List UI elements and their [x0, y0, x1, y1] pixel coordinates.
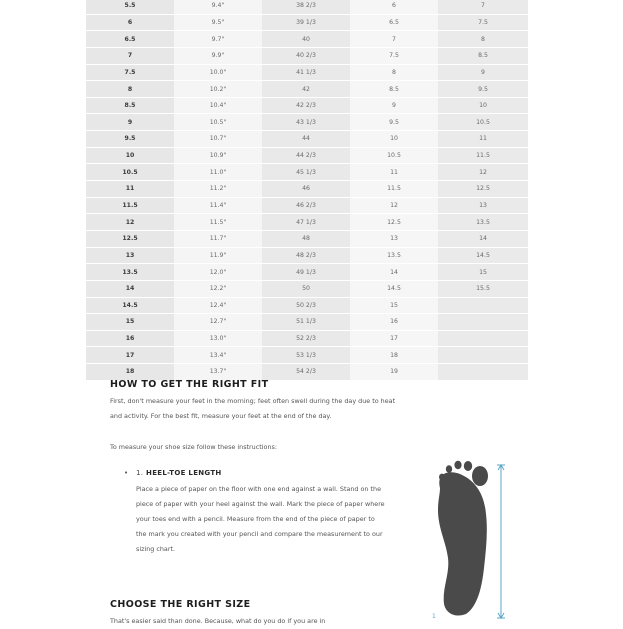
size-cell: 10.0" — [174, 64, 262, 81]
size-cell: 39 1/3 — [262, 14, 350, 31]
size-cell: 12 — [350, 197, 438, 214]
size-cell: 14.5 — [350, 280, 438, 297]
size-cell — [438, 297, 528, 314]
size-cell: 47 1/3 — [262, 214, 350, 231]
size-row — [86, 164, 528, 181]
size-cell: 10 — [438, 97, 528, 114]
size-cell — [438, 364, 528, 381]
size-cell: 14 — [350, 264, 438, 281]
size-cell: 10 — [86, 147, 174, 164]
size-row — [86, 31, 528, 48]
length-arrow — [497, 465, 505, 618]
size-row — [86, 114, 528, 131]
size-row — [86, 47, 528, 64]
size-cell: 10.4" — [174, 97, 262, 114]
size-cell: 44 2/3 — [262, 147, 350, 164]
size-chart-table — [86, 0, 528, 381]
size-cell: 7 — [86, 47, 174, 64]
instructions-intro: To measure your shoe size follow these instructions: — [110, 443, 277, 451]
size-cell: 12 — [86, 214, 174, 231]
size-row — [86, 247, 528, 264]
size-cell: 11.5 — [438, 147, 528, 164]
size-cell: 9 — [86, 114, 174, 131]
size-cell: 8 — [438, 31, 528, 48]
size-cell: 18 — [86, 364, 174, 381]
size-cell: 42 2/3 — [262, 97, 350, 114]
size-row — [86, 330, 528, 347]
size-cell: 8.5 — [438, 47, 528, 64]
size-cell: 7 — [350, 31, 438, 48]
size-cell: 9 — [350, 97, 438, 114]
size-cell: 8 — [86, 81, 174, 98]
size-cell: 16 — [350, 314, 438, 331]
size-cell: 15 — [350, 297, 438, 314]
size-cell: 12.5 — [350, 214, 438, 231]
size-cell: 43 1/3 — [262, 114, 350, 131]
step-text: Place a piece of paper on the floor with one end against a wall. Stand on the piece of paper with your heel against the wall. Mark the piece of paper where your toes end with a pencil. Measure from the end of the piece of paper to the mark you created with your pencil and compare the measurement to our sizing chart. — [136, 485, 385, 553]
fit-heading: HOW TO GET THE RIGHT FIT — [110, 379, 269, 390]
size-row — [86, 230, 528, 247]
size-cell: 40 2/3 — [262, 47, 350, 64]
size-cell: 12.5 — [438, 181, 528, 198]
size-cell: 44 — [262, 131, 350, 148]
size-cell: 14 — [86, 280, 174, 297]
size-cell: 11.4" — [174, 197, 262, 214]
size-cell: 9.7" — [174, 31, 262, 48]
size-row — [86, 147, 528, 164]
foot-sole — [438, 472, 487, 615]
size-cell: 46 2/3 — [262, 197, 350, 214]
size-cell: 50 — [262, 280, 350, 297]
size-cell: 10.5 — [438, 114, 528, 131]
size-cell: 8 — [350, 64, 438, 81]
size-row — [86, 14, 528, 31]
size-cell: 45 1/3 — [262, 164, 350, 181]
size-cell: 17 — [86, 347, 174, 364]
size-cell: 6.5 — [86, 31, 174, 48]
size-cell: 14.5 — [438, 247, 528, 264]
size-cell: 6.5 — [350, 14, 438, 31]
size-cell: 10.5 — [350, 147, 438, 164]
size-cell: 5.5 — [86, 0, 174, 14]
size-cell: 12.0" — [174, 264, 262, 281]
size-cell: 9.9" — [174, 47, 262, 64]
size-cell: 9.5 — [86, 131, 174, 148]
size-cell: 13 — [438, 197, 528, 214]
size-cell: 10.5 — [86, 164, 174, 181]
size-cell: 16 — [86, 330, 174, 347]
size-cell: 11 — [350, 164, 438, 181]
size-cell: 13.5 — [350, 247, 438, 264]
size-cell: 12.2" — [174, 280, 262, 297]
size-cell: 9.5 — [350, 114, 438, 131]
size-cell: 19 — [350, 364, 438, 381]
size-cell: 15 — [86, 314, 174, 331]
size-cell: 8.5 — [86, 97, 174, 114]
size-cell: 12.7" — [174, 314, 262, 331]
size-cell: 11.0" — [174, 164, 262, 181]
size-cell: 13.5 — [86, 264, 174, 281]
size-cell: 11.7" — [174, 230, 262, 247]
size-row — [86, 214, 528, 231]
size-cell: 13.0" — [174, 330, 262, 347]
size-cell: 12.4" — [174, 297, 262, 314]
size-cell: 11.5 — [86, 197, 174, 214]
foot-silhouette — [438, 461, 488, 616]
size-row — [86, 197, 528, 214]
size-row — [86, 131, 528, 148]
size-cell: 14 — [438, 230, 528, 247]
size-cell: 7 — [438, 0, 528, 14]
size-cell: 9.4" — [174, 0, 262, 14]
size-cell: 54 2/3 — [262, 364, 350, 381]
size-cell: 13.7" — [174, 364, 262, 381]
size-cell: 48 2/3 — [262, 247, 350, 264]
size-heading: CHOOSE THE RIGHT SIZE — [110, 599, 251, 610]
size-cell: 10.5" — [174, 114, 262, 131]
size-cell: 46 — [262, 181, 350, 198]
size-cell: 9.5" — [174, 14, 262, 31]
size-row — [86, 297, 528, 314]
size-row — [86, 264, 528, 281]
size-cell: 7.5 — [86, 64, 174, 81]
size-cell: 11.2" — [174, 181, 262, 198]
toe-fourth — [446, 465, 452, 473]
size-cell: 40 — [262, 31, 350, 48]
size-cell: 10.2" — [174, 81, 262, 98]
size-cell — [438, 347, 528, 364]
size-cell: 12.5 — [86, 230, 174, 247]
size-cell: 10 — [350, 131, 438, 148]
size-cell: 9 — [438, 64, 528, 81]
size-cell: 7.5 — [438, 14, 528, 31]
size-cell: 41 1/3 — [262, 64, 350, 81]
size-cell: 14.5 — [86, 297, 174, 314]
size-cell: 8.5 — [350, 81, 438, 98]
size-cell: 52 2/3 — [262, 330, 350, 347]
size-cell: 11 — [438, 131, 528, 148]
size-cell: 7.5 — [350, 47, 438, 64]
fit-paragraph: First, don't measure your feet in the morning; feet often swell during the day due to heat and activity. For the best fit, measure your feet at the end of the day. — [110, 397, 396, 420]
size-cell: 11.9" — [174, 247, 262, 264]
size-row — [86, 280, 528, 297]
size-cell: 48 — [262, 230, 350, 247]
size-cell: 38 2/3 — [262, 0, 350, 14]
size-row — [86, 364, 528, 381]
size-cell: 11.5" — [174, 214, 262, 231]
size-cell: 15.5 — [438, 280, 528, 297]
size-cell: 10.9" — [174, 147, 262, 164]
size-paragraph: That's easier said than done. Because, what do you do if you are in — [110, 617, 326, 625]
toe-third — [454, 461, 461, 469]
step-number: 1. — [136, 469, 144, 477]
size-cell: 6 — [350, 0, 438, 14]
size-cell: 15 — [438, 264, 528, 281]
size-cell: 10.7" — [174, 131, 262, 148]
size-chart-body — [86, 0, 528, 380]
size-cell: 50 2/3 — [262, 297, 350, 314]
toe-small — [439, 474, 445, 481]
step-heading — [136, 469, 222, 477]
size-row — [86, 64, 528, 81]
toe-second — [464, 461, 472, 471]
size-cell: 49 1/3 — [262, 264, 350, 281]
size-cell: 42 — [262, 81, 350, 98]
size-cell: 17 — [350, 330, 438, 347]
size-cell: 51 1/3 — [262, 314, 350, 331]
size-cell: 18 — [350, 347, 438, 364]
size-row — [86, 0, 528, 14]
marker-label: 1 — [432, 613, 436, 620]
step-bullet: • — [124, 469, 129, 477]
size-cell: 13.4" — [174, 347, 262, 364]
step-title: HEEL-TOE LENGTH — [146, 469, 222, 477]
size-cell: 11 — [86, 181, 174, 198]
size-row — [86, 81, 528, 98]
size-cell: 13 — [350, 230, 438, 247]
size-row — [86, 314, 528, 331]
size-cell — [438, 330, 528, 347]
size-cell: 13.5 — [438, 214, 528, 231]
size-cell: 9.5 — [438, 81, 528, 98]
size-row — [86, 347, 528, 364]
size-cell: 6 — [86, 14, 174, 31]
size-cell: 53 1/3 — [262, 347, 350, 364]
size-row — [86, 97, 528, 114]
size-row — [86, 181, 528, 198]
toe-big — [472, 466, 488, 486]
foot-measurement-icon — [428, 458, 518, 624]
size-cell — [438, 314, 528, 331]
size-cell: 13 — [86, 247, 174, 264]
size-cell: 12 — [438, 164, 528, 181]
size-cell: 11.5 — [350, 181, 438, 198]
